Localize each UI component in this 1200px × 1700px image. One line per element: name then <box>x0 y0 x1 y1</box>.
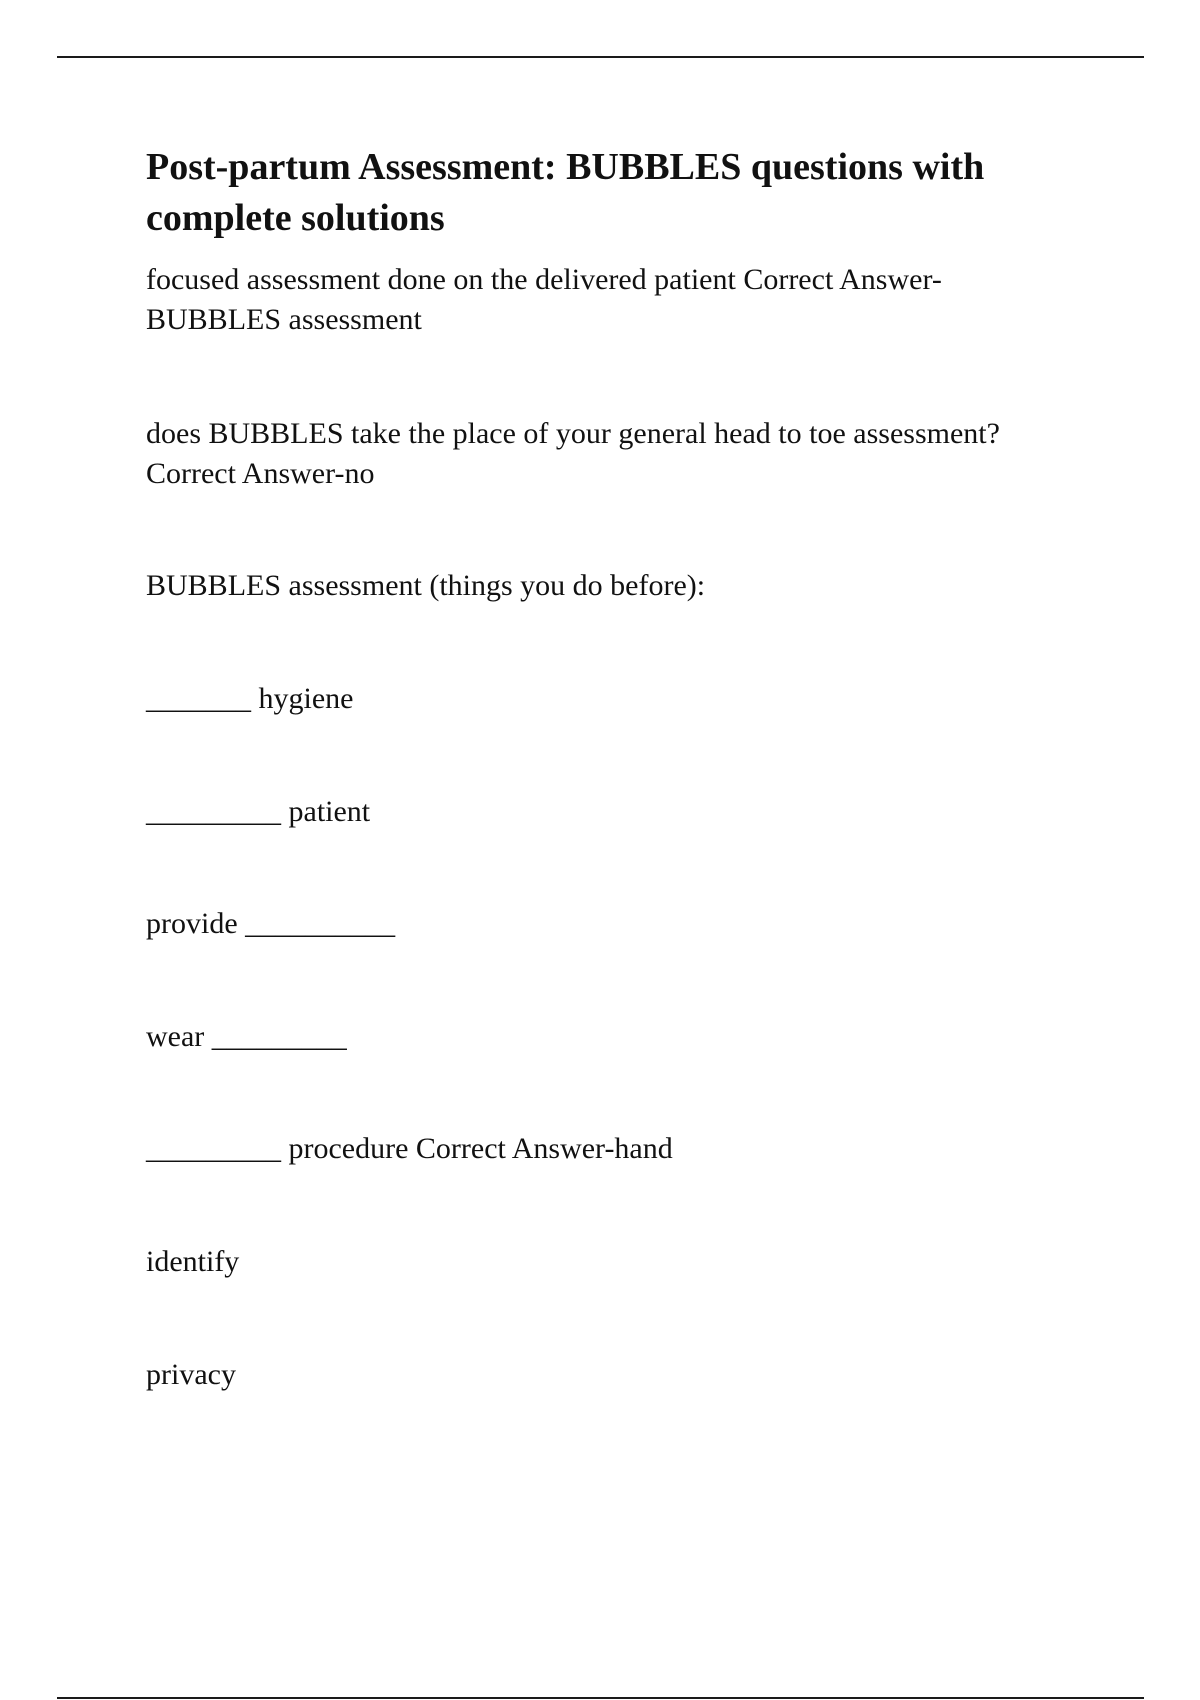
paragraph-line: focused assessment done on the delivered patient Correct Answer- <box>146 263 942 296</box>
qa-head-to-toe <box>146 414 1106 494</box>
document-title <box>146 142 1106 244</box>
bottom-divider <box>57 1697 1144 1699</box>
section-heading-before <box>146 566 1106 606</box>
document-title-line-1: Post-partum Assessment: BUBBLES questions with <box>146 146 985 188</box>
document-title-line-2: complete solutions <box>146 197 445 239</box>
paragraph-line: provide __________ <box>146 907 396 940</box>
paragraph-line: privacy <box>146 1358 236 1391</box>
paragraph-line: BUBBLES assessment <box>146 303 422 336</box>
paragraph-line: does BUBBLES take the place of your general head to toe assessment? <box>146 417 1000 450</box>
blank-patient <box>146 792 1106 832</box>
top-divider <box>57 56 1144 58</box>
blank-provide <box>146 904 1106 944</box>
paragraph-line: _________ procedure Correct Answer-hand <box>146 1132 673 1165</box>
paragraph-line: _______ hygiene <box>146 682 354 715</box>
paragraph-line: _________ patient <box>146 795 371 828</box>
blank-wear <box>146 1017 1106 1057</box>
item-identify <box>146 1242 1106 1282</box>
blank-procedure <box>146 1129 1106 1169</box>
paragraph-line: identify <box>146 1245 240 1278</box>
qa-focused-assessment <box>146 260 1106 340</box>
paragraph-line: wear _________ <box>146 1020 347 1053</box>
paragraph-line: Correct Answer-no <box>146 457 375 490</box>
item-privacy <box>146 1355 1106 1395</box>
blank-hygiene <box>146 679 1106 719</box>
paragraph-line: BUBBLES assessment (things you do before): <box>146 569 706 602</box>
